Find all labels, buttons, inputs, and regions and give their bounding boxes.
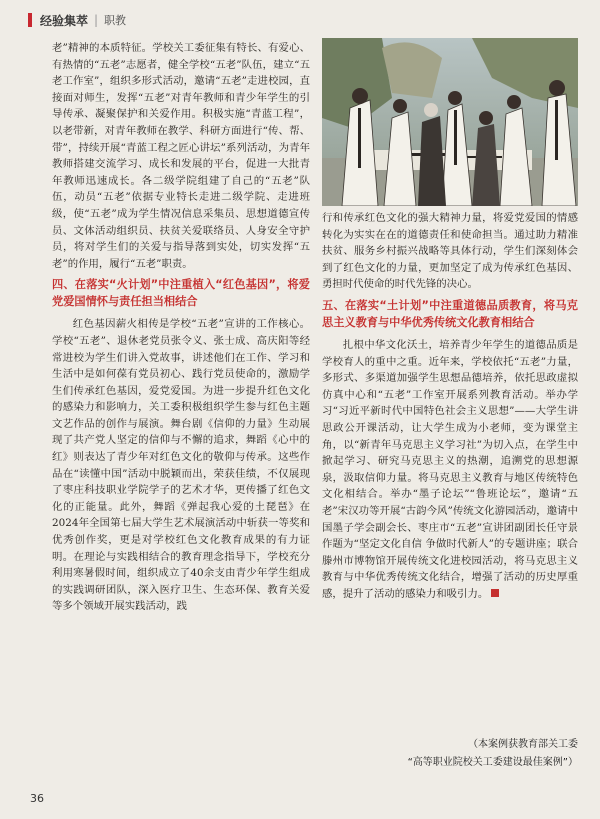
section-five-title: 五、在落实“土计划”中注重道德品质教育，将马克思主义教育与中华优秀传统文化教育相结合 bbox=[322, 298, 578, 329]
right-paragraph-2-text: 扎根中华文化沃土，培养青少年学生的道德品质是学校育人的重中之重。近年来，学校依托“五老”力量，多形式、多渠道加强学生思想品德培养，依托思政虚拟仿真中心和“五老”工作室开展系列教育活动。举办学习“习近平新时代中国特色社会主义思想”——大学生讲思政公开课活动，让大学生成为小老师，变为课堂主角，以“新青年马克思主义学习社”为切入点，在学生中掀起学习、研究马克思主义的热潮，追溯党的思想源泉，汲取信仰力量。将马克思主义教育与地区传统特色文化相结合。举办“墨子论坛”“鲁班论坛”，邀请“五老”宋汉功等开展“古韵今风”传统文化游园活动，邀请中国墨子学会副会长、枣庄市“五老”宣讲团副团长任守景作题为“坚定文化自信 争做时代新人”的专题讲座；联合滕州市博物馆开展传统文化进校园活动，将马克思主义教育与中华优秀传统文化结合，增强了活动的历史厚重感，提升了活动的感染力和吸引力。 bbox=[322, 338, 578, 600]
header-subsection: 职教 bbox=[104, 14, 127, 27]
calligraphy-photo bbox=[322, 38, 578, 206]
end-mark-icon bbox=[491, 589, 499, 597]
header-separator: | bbox=[94, 13, 99, 27]
photo-illustration bbox=[322, 38, 578, 206]
right-paragraph-2 bbox=[322, 337, 578, 603]
credit-line-2: “高等职业院校关工委建设最佳案例”） bbox=[407, 757, 578, 768]
section-four-title: 四、在落实“火计划”中注重植入“红色基因”，将爱党爱国情怀与责任担当相结合 bbox=[52, 278, 310, 309]
left-paragraph-2: 红色基因薪火相传是学校“五老”宣讲的工作核心。学校“五老”、退休老党员张令义、张士成、高庆阳等经常进校为学生们讲入党故事，讲述他们在工作、学习和生活中是如何葆有党员初心、践行党员使命的，激励学生们传承红色基因，爱党爱国。为进一步提升红色文化的感染力和影响力，关工委积极组织学生参与红色主题文艺作品的创作与展演。舞台剧《信仰的力量》生动展现了共产党人坚定的信仰与不懈的追求，舞蹈《心中的红》则表达了青少年对红色文化的敬仰与传承。这些作品在“读懂中国”活动中脱颖而出，荣获佳绩，不仅展现了枣庄科技职业学院学子的艺术才华，更传播了红色文化的正能量。此外，舞蹈《弹起我心爱的土琵琶》在2024年全国第七届大学生艺术展演活动中斩获一等奖和优秀创作奖，更是对学校红色文化教育成果的有力证明。在理论与实践相结合的教育理念指导下，学校充分利用寒暑假时间，组织成立了40余支由青少年学生组成的实践调研团队，深入医疗卫生、生态环保、教育关爱等多个领域开展实践活动，践 bbox=[52, 318, 310, 613]
case-credit bbox=[322, 736, 578, 772]
credit-line-1: （本案例获教育部关工委 bbox=[468, 739, 578, 750]
left-paragraph-1: 老”精神的本质特征。学校关工委征集有特长、有爱心、有热情的“五老”志愿者，健全学校“五老”队伍，建立“五老工作室”，组织多形式活动，邀请“五老”走进校园，直接面对师生，发挥“五老”对青年教师和青少年学生的引导传承、凝聚保护和关爱作用。积极实施“青蓝工程”，以老带新，对青年教师在教学、科研方面进行“传、帮、带”，持续开展“青蓝工程之匠心讲坛”系列活动，为青年教师搭建交流学习、成长和发展的平台，促进一大批青年教师迅速成长。各二级学院组建了自己的“五老”队伍，动员“五老”依据专业特长走进二级学院、走进班级，使“五老”成为学生情况信息采集员、思想道德宣传员、文体活动组织员、扶贫关爱联络员、人身安全守护员，将对学生们的关爱与指导落到实处，切实发挥“五老”的作用，履行“五老”职责。 bbox=[52, 42, 310, 270]
right-paragraph-1: 行和传承红色文化的强大精神力量，将爱党爱国的情感转化为实实在在的道德责任和使命担当。通过助力精准扶贫、服务乡村振兴战略等具体行动，学生们深刻体会到了红色文化的力量，更加坚定了成为传承红色基因、勇担时代使命的时代先锋的决心。 bbox=[322, 212, 578, 291]
right-column bbox=[322, 210, 578, 602]
left-column bbox=[52, 40, 310, 615]
page-header bbox=[28, 10, 588, 30]
page-number: 36 bbox=[30, 792, 44, 805]
header-accent-bar bbox=[28, 13, 32, 27]
header-section: 经验集萃 bbox=[40, 13, 89, 28]
